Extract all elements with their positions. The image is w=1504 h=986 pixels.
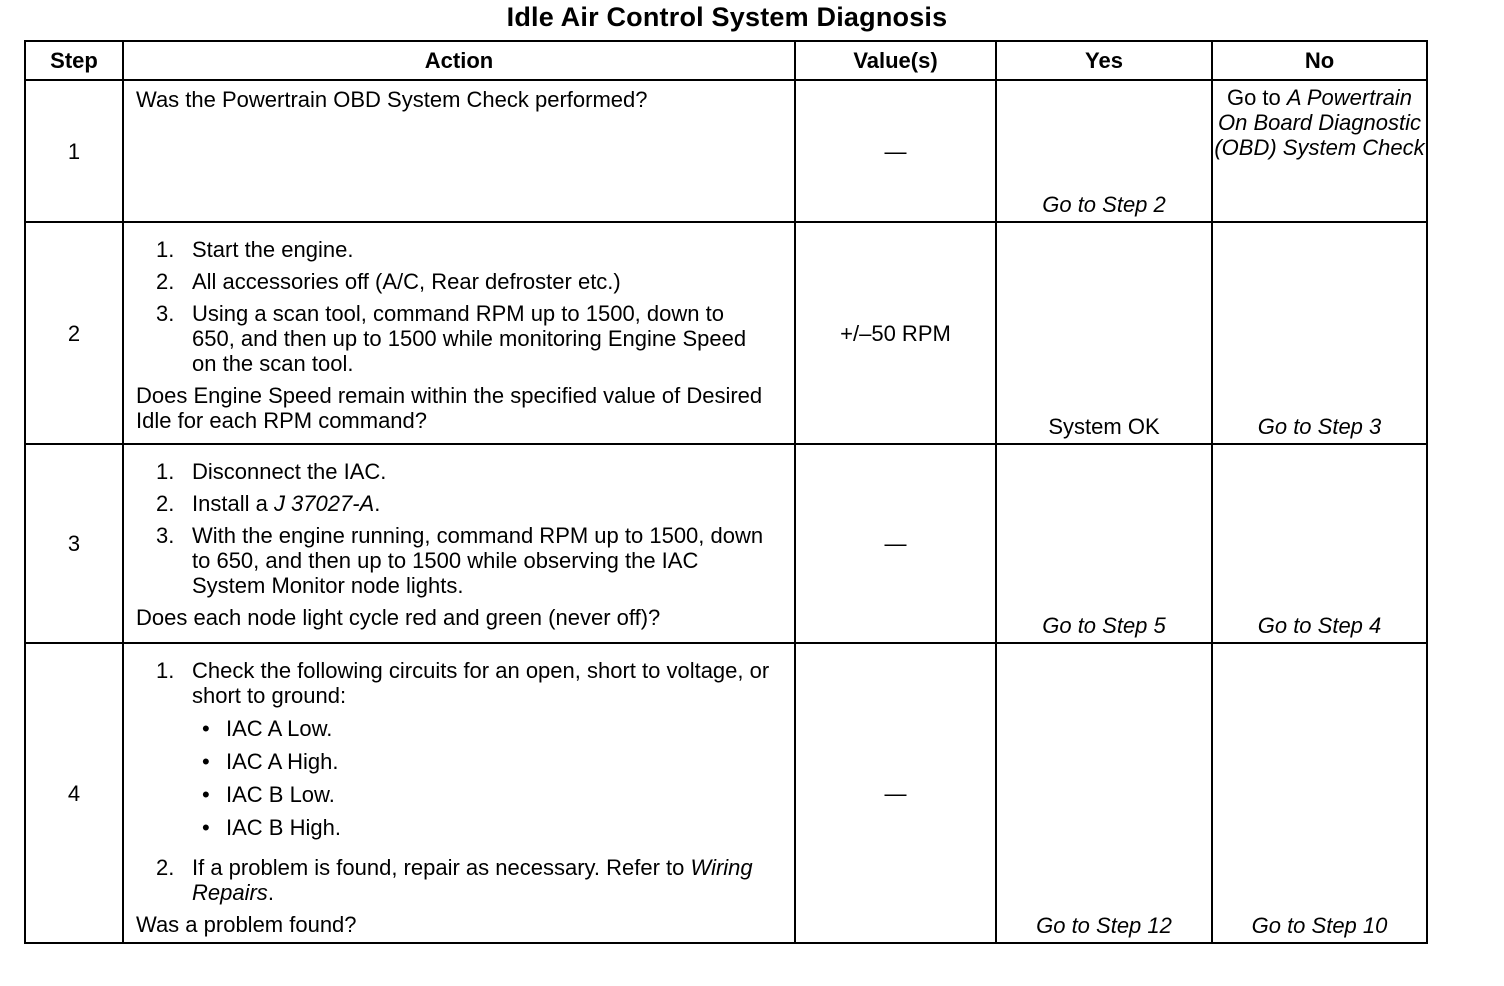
circuit-item: [202, 782, 772, 807]
circuit-label: IAC B Low.: [226, 782, 335, 807]
list-item: [156, 459, 772, 484]
header-step: Step: [25, 41, 123, 80]
no-result: Go to Step 3: [1212, 222, 1427, 444]
list-item-number: 2.: [156, 855, 175, 880]
table-row: [25, 222, 1427, 444]
header-no: No: [1212, 41, 1427, 80]
bullet-icon: •: [202, 716, 210, 741]
circuit-item: [202, 749, 772, 774]
action-steps: [136, 237, 772, 376]
circuit-item: [202, 815, 772, 840]
list-item-number: 3.: [156, 301, 175, 326]
list-item-text-prefix: Install a: [192, 491, 274, 516]
table-row: [25, 444, 1427, 643]
list-item: [156, 491, 772, 516]
list-item-text: Using a scan tool, command RPM up to 1500, down to 650, and then up to 1500 while monitoring Engine Speed on the scan tool.: [192, 301, 747, 376]
no-result-link: A Powertrain On Board Diagnostic (OBD) System Check: [1214, 85, 1425, 160]
list-item: [156, 237, 772, 262]
yes-result: Go to Step 5: [996, 444, 1212, 643]
action-cell: [123, 222, 795, 444]
action-cell: [123, 643, 795, 943]
list-item: [156, 269, 772, 294]
step-number: 4: [25, 643, 123, 943]
list-item-number: 2.: [156, 491, 175, 516]
yes-result: Go to Step 2: [996, 80, 1212, 222]
wiring-repairs-reference: Wiring Repairs: [192, 855, 753, 905]
circuit-label: IAC A High.: [226, 749, 339, 774]
action-steps: [136, 658, 772, 905]
no-result: Go to Step 4: [1212, 444, 1427, 643]
list-item-text-suffix: .: [267, 880, 274, 905]
action-question: Does Engine Speed remain within the specified value of Desired Idle for each RPM command?: [136, 383, 763, 433]
list-item: [156, 301, 772, 376]
circuit-label: IAC B High.: [226, 815, 341, 840]
step-number: 1: [25, 80, 123, 222]
action-question: Was a problem found?: [136, 912, 357, 937]
no-result: [1212, 80, 1427, 222]
table-row: [25, 643, 1427, 943]
list-item-number: 1.: [156, 459, 175, 484]
no-result: Go to Step 10: [1212, 643, 1427, 943]
list-item-text: Disconnect the IAC.: [192, 459, 387, 484]
bullet-icon: •: [202, 749, 210, 774]
step-number: 2: [25, 222, 123, 444]
list-item-text: [192, 491, 772, 516]
list-item-text-suffix: .: [374, 491, 381, 516]
header-yes: Yes: [996, 41, 1212, 80]
circuit-item: [202, 716, 772, 741]
list-item-text: Start the engine.: [192, 237, 354, 262]
list-item: [156, 523, 772, 598]
header-action: Action: [123, 41, 795, 80]
page-title: Idle Air Control System Diagnosis: [506, 2, 948, 32]
tool-reference: J 37027-A: [273, 491, 375, 516]
list-item-body: [192, 658, 772, 848]
list-item-text: All accessories off (A/C, Rear defroster etc.): [192, 269, 621, 294]
list-item-text-prefix: If a problem is found, repair as necessary. Refer to: [192, 855, 691, 880]
list-item-number: 1.: [156, 658, 175, 683]
bullet-icon: •: [202, 782, 210, 807]
list-item-text: [192, 855, 772, 905]
header-values: Value(s): [795, 41, 996, 80]
diagnosis-table: [24, 40, 1428, 944]
value-cell: —: [795, 643, 996, 943]
step-number: 3: [25, 444, 123, 643]
table-row: [25, 80, 1427, 222]
circuit-label: IAC A Low.: [226, 716, 333, 741]
table-header-row: [25, 41, 1427, 80]
value-cell: —: [795, 444, 996, 643]
yes-result: System OK: [996, 222, 1212, 444]
no-result-prefix: Go to: [1226, 85, 1287, 110]
action-cell: [123, 444, 795, 643]
value-cell: +/–50 RPM: [795, 222, 996, 444]
list-item-text: With the engine running, command RPM up to 1500, down to 650, and then up to 1500 while observing the IAC System Monitor node lights.: [192, 523, 764, 598]
list-item-number: 2.: [156, 269, 175, 294]
action-question: Does each node light cycle red and green (never off)?: [136, 605, 661, 630]
action-cell: [123, 80, 795, 222]
list-item-number: 3.: [156, 523, 175, 548]
circuit-list: [192, 716, 772, 840]
action-steps: [136, 459, 772, 598]
value-cell: —: [795, 80, 996, 222]
bullet-icon: •: [202, 815, 210, 840]
list-item: [156, 855, 772, 905]
list-item: [156, 658, 772, 848]
yes-result: Go to Step 12: [996, 643, 1212, 943]
list-item-number: 1.: [156, 237, 175, 262]
list-item-text: Check the following circuits for an open, short to voltage, or short to ground:: [192, 658, 770, 708]
action-question: Was the Powertrain OBD System Check performed?: [136, 87, 648, 112]
